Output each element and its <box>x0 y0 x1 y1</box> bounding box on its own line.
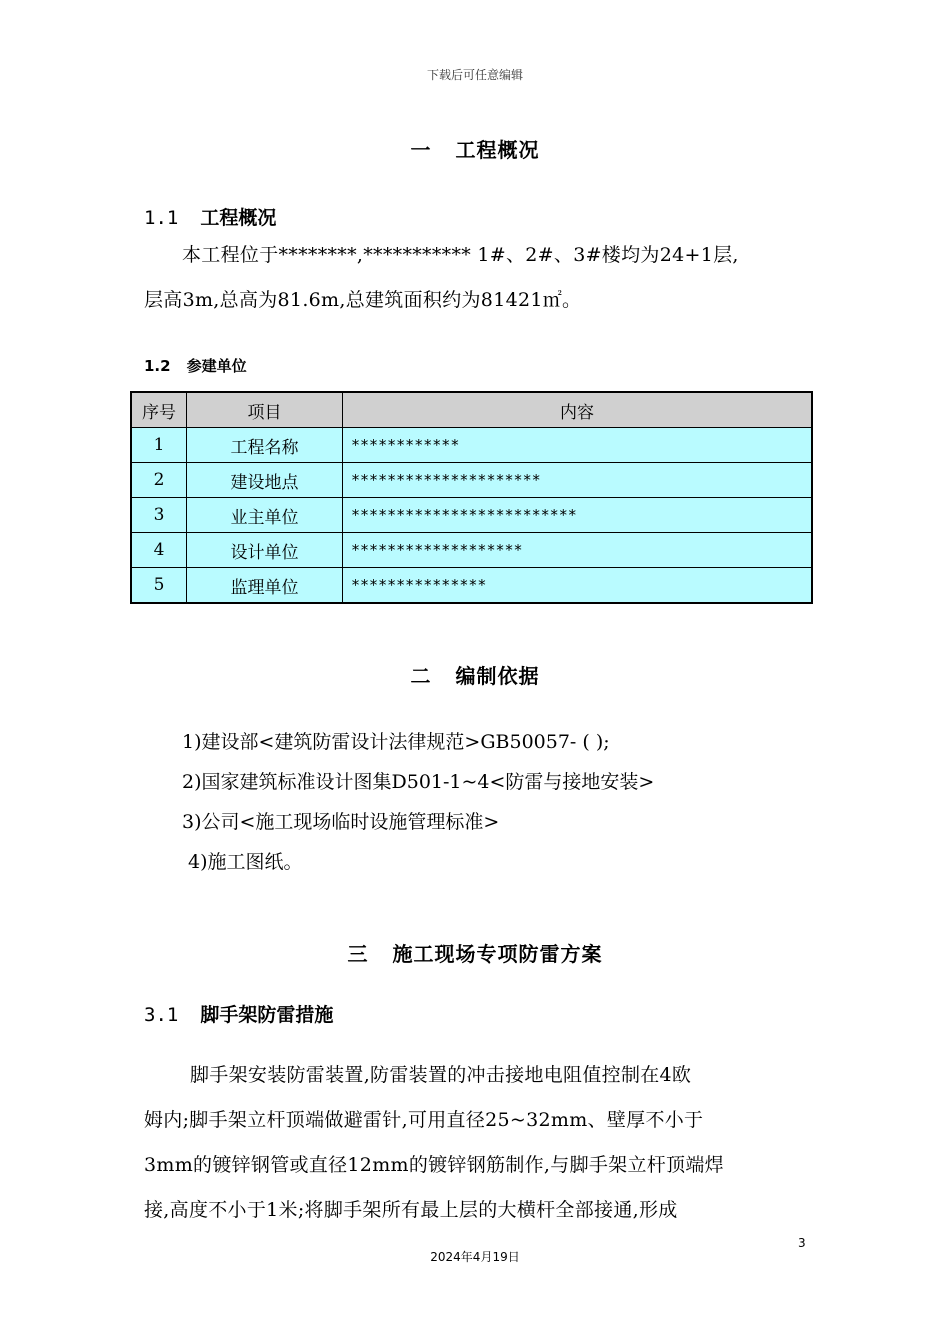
row-index: 3 <box>131 498 187 533</box>
row-value: ************ <box>343 428 813 463</box>
section-2-heading <box>0 660 950 689</box>
subsection-3-1-heading <box>144 1000 333 1027</box>
subsection-title: 工程概况 <box>200 207 277 229</box>
section-title: 施工现场专项防雷方案 <box>392 942 603 966</box>
project-overview-paragraph <box>144 233 812 323</box>
paragraph-line: 3mm的镀锌钢管或直径12mm的镀锌钢筋制作,与脚手架立杆顶端焊 <box>144 1154 724 1176</box>
paragraph-line: 层高3m,总高为81.6m,总建筑面积约为81421㎡。 <box>144 289 582 311</box>
table-row <box>131 428 812 463</box>
row-item: 设计单位 <box>187 533 343 568</box>
page-number: 3 <box>798 1236 806 1250</box>
paragraph-line: 本工程位于********,*********** 1#、2#、3#楼均为24+1层, <box>182 244 739 266</box>
row-value: ********************* <box>343 463 813 498</box>
section-number: 二 <box>410 664 432 688</box>
header-cell-content: 内容 <box>343 392 813 428</box>
subsection-number: 1.2 <box>144 357 171 375</box>
page-header: 下载后可任意编辑 <box>426 68 523 82</box>
header-cell-index: 序号 <box>131 392 187 428</box>
section-number: 一 <box>410 138 432 162</box>
table-row <box>131 533 812 568</box>
row-index: 1 <box>131 428 187 463</box>
subsection-title: 脚手架防雷措施 <box>200 1004 334 1026</box>
participants-table <box>130 391 813 604</box>
basis-item-3: 3)公司<施工现场临时设施管理标准> <box>182 811 500 833</box>
table-row <box>131 463 812 498</box>
paragraph-line: 姆内;脚手架立杆顶端做避雷针,可用直径25~32mm、壁厚不小于 <box>144 1109 704 1131</box>
row-index: 5 <box>131 568 187 604</box>
table-row <box>131 568 812 604</box>
table-row <box>131 498 812 533</box>
section-1-heading <box>0 134 950 163</box>
section-3-heading <box>0 938 950 967</box>
table-header-row <box>131 392 812 428</box>
row-item: 业主单位 <box>187 498 343 533</box>
row-value: ******************* <box>343 533 813 568</box>
row-value: *************** <box>343 568 813 604</box>
row-item: 监理单位 <box>187 568 343 604</box>
section-number: 三 <box>347 942 369 966</box>
row-index: 4 <box>131 533 187 568</box>
subsection-1-2-heading <box>144 355 247 376</box>
subsection-title: 参建单位 <box>186 357 247 375</box>
paragraph-line: 接,高度不小于1米;将脚手架所有最上层的大横杆全部接通,形成 <box>144 1199 678 1221</box>
basis-item-2: 2)国家建筑标准设计图集D501-1~4<防雷与接地安装> <box>182 771 655 793</box>
subsection-number: 1.1 <box>144 207 179 229</box>
row-item: 工程名称 <box>187 428 343 463</box>
section-title: 工程概况 <box>455 138 540 162</box>
row-item: 建设地点 <box>187 463 343 498</box>
basis-item-1: 1)建设部<建筑防雷设计法律规范>GB50057- ( ); <box>182 731 610 753</box>
subsection-number: 3.1 <box>144 1004 179 1026</box>
row-value: ************************* <box>343 498 813 533</box>
paragraph-line: 脚手架安装防雷装置,防雷装置的冲击接地电阻值控制在4欧 <box>190 1064 692 1086</box>
basis-item-4: 4)施工图纸。 <box>182 851 303 873</box>
header-cell-item: 项目 <box>187 392 343 428</box>
scaffold-lightning-paragraph <box>144 1053 812 1233</box>
page-footer-date: 2024年4月19日 <box>430 1250 520 1264</box>
section-title: 编制依据 <box>455 664 540 688</box>
subsection-1-1-heading <box>144 203 276 230</box>
row-index: 2 <box>131 463 187 498</box>
